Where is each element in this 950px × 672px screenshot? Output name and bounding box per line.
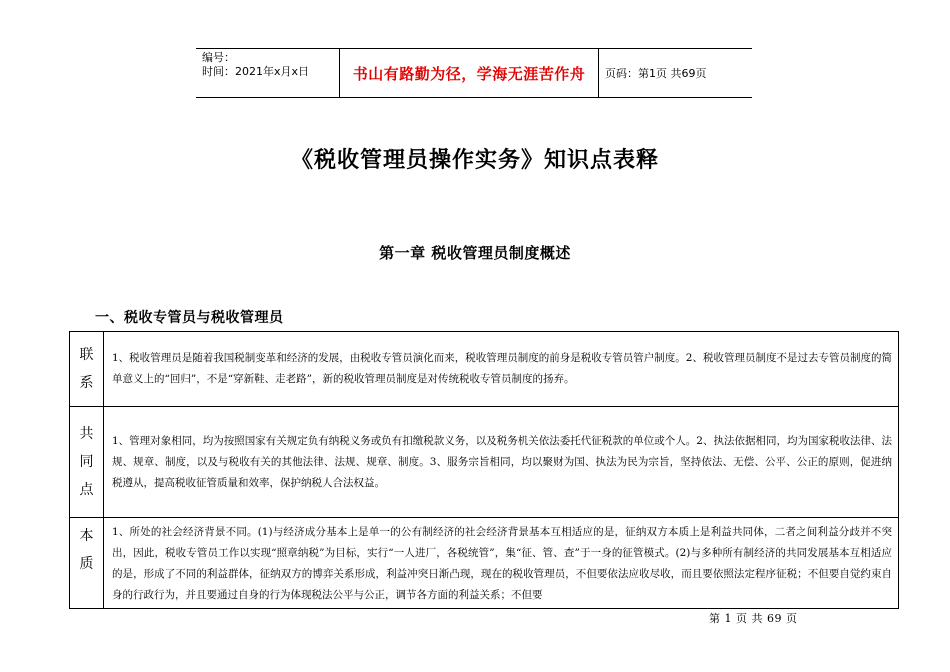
row-label: 本 质 [70, 518, 104, 609]
document-title: 《税收管理员操作实务》知识点表释 [290, 148, 659, 173]
table-row [70, 407, 899, 518]
header-motto: 书山有路勤为径，学海无涯苦作舟 [340, 49, 599, 97]
header-meta [196, 49, 340, 97]
header-page-info: 页码：第1页 共69页 [605, 67, 707, 80]
section-heading: 一、税收专管员与税收管理员 [95, 310, 284, 326]
row-label: 共 同 点 [70, 407, 104, 518]
table-row [70, 332, 899, 407]
row-text: 1、管理对象相同，均为按照国家有关规定负有纳税义务或负有扣缴税款义务，以及税务机关依法委托代征税款的单位或个人。2、执法依据相同，均为国家税收法律、法规、规章、制度，以及与税收有关的其他法律、法规、规章、制度。3、服务宗旨相同，均以聚财为国、执法为民为宗旨，坚持依法、无偿、公平、公正的原则，促进纳税遵从，提高税收征管质量和效率，保护纳税人合法权益。 [104, 407, 899, 518]
page-footer: 第 1 页 共 69 页 [709, 612, 798, 625]
time-label: 时间：2021年x月x日 [202, 65, 310, 78]
chapter-heading: 第一章 税收管理员制度概述 [379, 244, 571, 262]
page-header [196, 48, 752, 98]
number-label: 编号： [202, 51, 235, 64]
row-label: 联 系 [70, 332, 104, 407]
table-row [70, 518, 899, 609]
row-text: 1、所处的社会经济背景不同。(1)与经济成分基本上是单一的公有制经济的社会经济背景基本互相适应的是，征纳双方本质上是利益共同体，二者之间利益分歧并不突出，因此，税收专管员工作以实现“照章纳税”为目标，实行“一人进厂，各税统管”，集“征、管、查”于一身的征管模式。(2)与多种所有制经济的共同发展基本互相适应的是，形成了不同的利益群体，征纳双方的博弈关系形成，利益冲突日渐凸现，现在的税收管理员，不但要依法应收尽收，而且要依照法定程序征税；不但要自觉约束自身的行政行为，并且要通过自身的行为体现税法公平与公正，调节各方面的利益关系；不但要 [104, 518, 899, 609]
comparison-table [69, 331, 899, 609]
row-text: 1、税收管理员是随着我国税制变革和经济的发展，由税收专管员演化而来，税收管理员制度的前身是税收专管员管户制度。2、税收管理员制度不是过去专管员制度的简单意义上的“回归”，不是“穿新鞋、走老路”，新的税收管理员制度是对传统税收专管员制度的扬弃。 [104, 332, 899, 407]
